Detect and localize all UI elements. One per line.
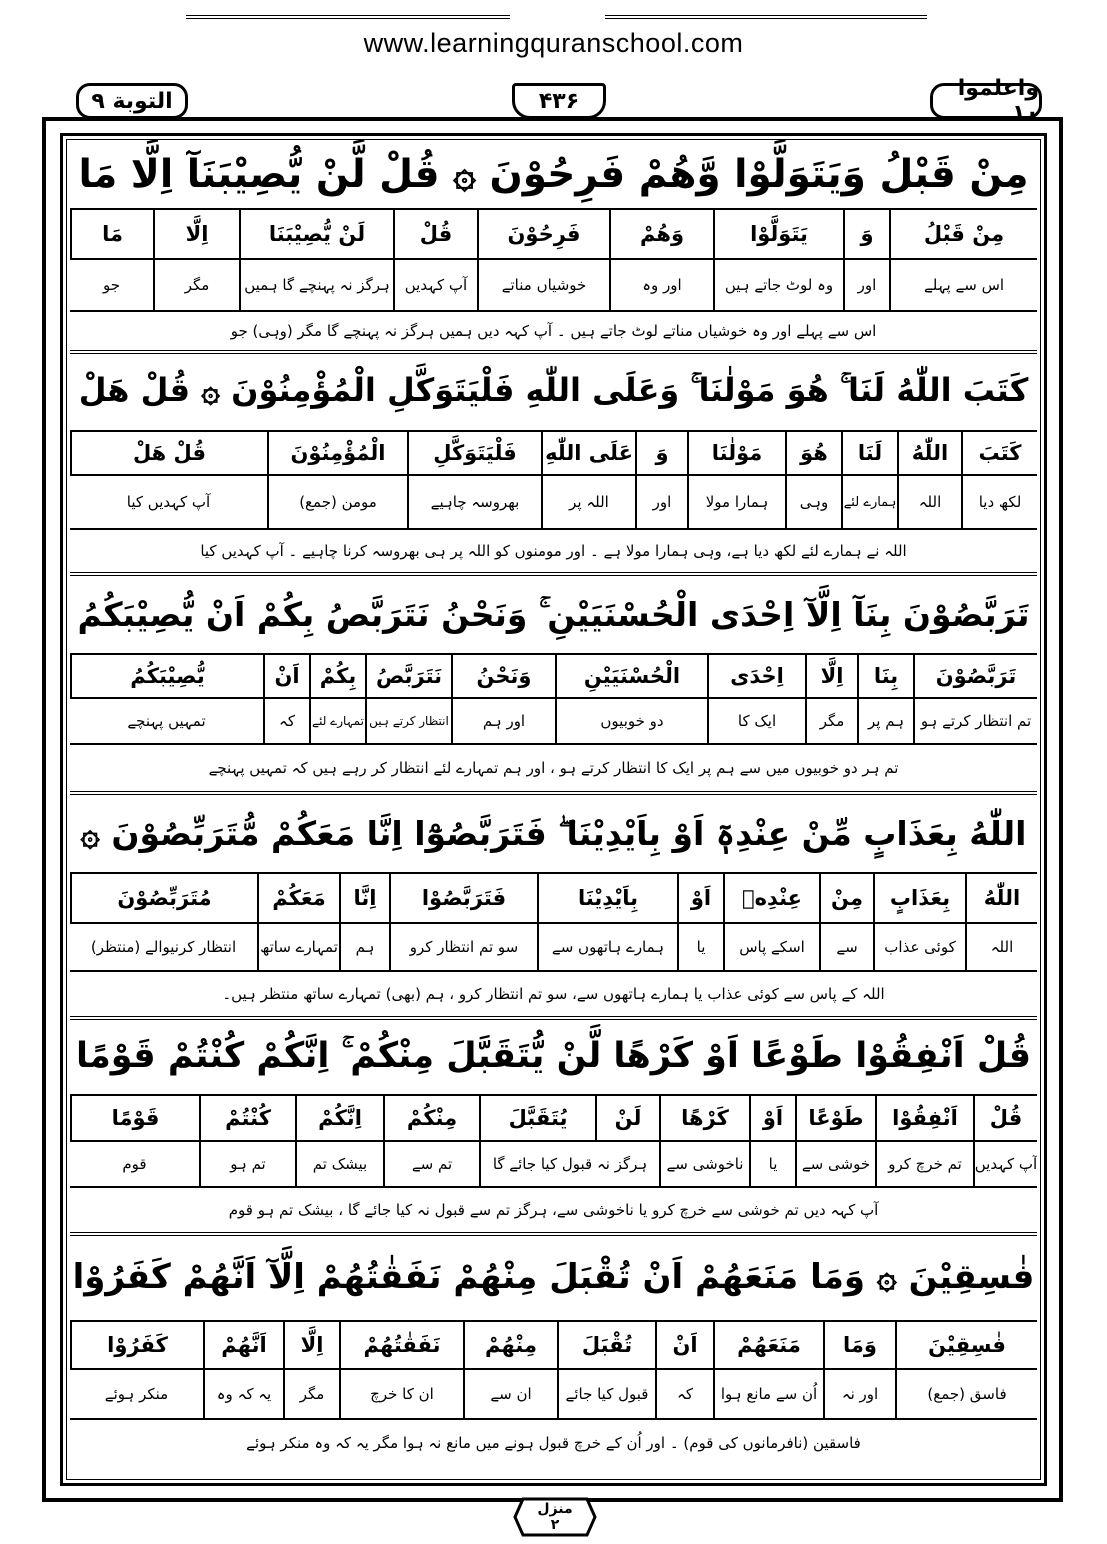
- word-cell: مَعَكُمْ: [257, 874, 339, 924]
- page-number: ۴۳۶: [538, 88, 580, 114]
- meaning-cell: مگر: [153, 260, 239, 312]
- translation-line: آپ کہہ دیں تم خوشی سے خرچ کرو یا ناخوشی سے، ہرگز تم سے قبول نہ کیا جائے گا ، بیشک تم ہو قوم: [70, 1188, 1037, 1236]
- meaning-cell: قبول کیا جائے: [557, 1370, 655, 1420]
- meaning-cell: انتظار کرتے ہیں: [365, 699, 451, 745]
- meaning-cell: یہ کہ وہ: [203, 1370, 283, 1420]
- header-strip: [0, 76, 1107, 126]
- word-cell: اِنَّا: [339, 874, 389, 924]
- meaning-cell: یا: [677, 924, 723, 972]
- word-cell: وَمَا: [823, 1322, 895, 1370]
- surah-name: التوبة ٩: [91, 88, 173, 114]
- word-cell: مِنْ: [819, 874, 873, 924]
- meaning-cell: اسکے پاس: [723, 924, 819, 972]
- verse-section-4: [70, 796, 1037, 1020]
- meaning-cell: ہمارے لئے: [841, 476, 897, 530]
- meaning-cell: اُن سے مانع ہوا: [713, 1370, 823, 1420]
- word-cell: يُّصِيْبَكُمُ: [70, 655, 263, 699]
- word-cell: يُتَقَبَّلَ: [479, 1096, 595, 1142]
- translation-line: اللہ نے ہمارے لئے لکھ دیا ہے، وہی ہمارا مولا ہے ۔ اور مومنوں کو اللہ پر ہی بھروسہ کرنا چاہیے ۔ آپ کہدیں کیا: [70, 530, 1037, 576]
- word-cell: اَوْ: [677, 874, 723, 924]
- word-cell: بِاَيْدِيْنَا: [537, 874, 677, 924]
- word-cell: الْمُؤْمِنُوْنَ: [267, 432, 407, 476]
- manzil-number: ٢: [550, 1517, 560, 1533]
- word-cell: كَفَرُوْا: [70, 1322, 203, 1370]
- word-cell: اللّٰهُ: [965, 874, 1037, 924]
- word-cell: اَنْ: [655, 1322, 713, 1370]
- word-cell: فَرِحُوْنَ: [477, 210, 609, 260]
- meaning-cell: ہم پر: [857, 699, 913, 745]
- verse-line: اللّٰهُ بِعَذَابٍ مِّنْ عِنْدِهٖٓ اَوْ بِاَيْدِيْنَا ۖ فَتَرَبَّصُوْٓا اِنَّا مَعَكُمْ مُّتَرَبِّصُوْنَ ۞: [80, 814, 1027, 853]
- verse-line: فٰسِقِيْنَ ۞ وَمَا مَنَعَهُمْ اَنْ تُقْبَلَ مِنْهُمْ نَفَقٰتُهُمْ اِلَّآ اَنَّهُمْ كَفَرُوْا: [72, 1256, 1035, 1297]
- para-name-box: [930, 76, 1042, 126]
- word-cell: اِنَّكُمْ: [295, 1096, 383, 1142]
- meaning-cell: تم انتظار کرتے ہو: [913, 699, 1037, 745]
- meaning-cell: مگر: [805, 699, 857, 745]
- word-cell: كُنْتُمْ: [199, 1096, 295, 1142]
- meaning-cell: مگر: [283, 1370, 339, 1420]
- meaning-cell: بیشک تم: [295, 1142, 383, 1188]
- translation-line: فاسقین (نافرمانوں کی قوم) ۔ اور اُن کے خرچ قبول ہونے میں مانع نہ ہوا مگر یہ کہ وہ منکر ہوئے: [246, 1434, 861, 1452]
- word-cell: مِنْكُمْ: [383, 1096, 479, 1142]
- meaning-cell: جو: [70, 260, 153, 312]
- para-name: واعلموا ١٠: [957, 76, 1039, 126]
- word-cell: قُلْ هَلْ: [70, 432, 267, 476]
- meaning-cell: اور: [843, 260, 889, 312]
- word-cell: نَفَقٰتُهُمْ: [339, 1322, 463, 1370]
- meaning-cell: اللہ: [897, 476, 961, 530]
- word-grid: [70, 653, 1037, 745]
- manzil-label: [513, 1497, 597, 1537]
- word-cell: فٰسِقِيْنَ: [895, 1322, 1037, 1370]
- meaning-cell: قوم: [70, 1142, 199, 1188]
- word-cell: مَا: [70, 210, 153, 260]
- word-grid: [70, 872, 1037, 972]
- meaning-cell: دو خوبیوں: [555, 699, 707, 745]
- meaning-cell: وہی: [785, 476, 841, 530]
- verse-line: مِنْ قَبْلُ وَيَتَوَلَّوْا وَّهُمْ فَرِحُوْنَ ۞ قُلْ لَّنْ يُّصِيْبَنَآ اِلَّا مَا: [78, 151, 1029, 197]
- word-cell: مِنْهُمْ: [463, 1322, 557, 1370]
- meaning-cell: اور وہ: [609, 260, 713, 312]
- meaning-cell: بھروسہ چاہیے: [407, 476, 541, 530]
- meaning-cell: آپ کہدیں کیا: [70, 476, 267, 530]
- meaning-cell: اور ہم: [451, 699, 555, 745]
- meaning-cell: تم خرچ کرو: [875, 1142, 973, 1188]
- header-rule-left: [186, 15, 510, 19]
- word-cell: تَرَبَّصُوْنَ: [913, 655, 1037, 699]
- header-rule-right: [605, 15, 927, 19]
- meaning-cell: اللہ پر: [541, 476, 635, 530]
- word-cell: مَنَعَهُمْ: [713, 1322, 823, 1370]
- meaning-cell: ان کا خرچ: [339, 1370, 463, 1420]
- meaning-cell: لکھ دیا: [961, 476, 1037, 530]
- meaning-cell: منکر ہوئے: [70, 1370, 203, 1420]
- meaning-cell: انتظار کرنیوالے (منتظر): [70, 924, 257, 972]
- word-cell: قَوْمًا: [70, 1096, 199, 1142]
- meaning-cell: اور: [635, 476, 687, 530]
- word-cell: مِنْ قَبْلُ: [889, 210, 1037, 260]
- word-grid: [70, 430, 1037, 530]
- meaning-cell: ہم: [339, 924, 389, 972]
- word-cell: اَنْفِقُوْا: [875, 1096, 973, 1142]
- meaning-cell: اس سے پہلے: [889, 260, 1037, 312]
- word-cell: اِلَّا: [153, 210, 239, 260]
- word-grid: [70, 1094, 1037, 1188]
- meaning-cell: ناخوشی سے: [659, 1142, 749, 1188]
- meaning-cell: کوئی عذاب: [873, 924, 965, 972]
- meaning-cell: اور نہ: [823, 1370, 895, 1420]
- meaning-cell: مومن (جمع): [267, 476, 407, 530]
- verse-line: تَرَبَّصُوْنَ بِنَآ اِلَّآ اِحْدَى الْحُسْنَيَيْنِ ۚ وَنَحْنُ نَتَرَبَّصُ بِكُمْ اَنْ يُّصِيْبَكُمُ: [77, 595, 1030, 634]
- translation-line: تم ہر دو خوبیوں میں سے ہم پر ایک کا انتظار کرتے ہو ، اور ہم تمہارے لئے انتظار کر رہے ہیں کہ تمہیں پہنچے: [70, 745, 1037, 795]
- word-cell: تُقْبَلَ: [557, 1322, 655, 1370]
- word-grid: [70, 208, 1037, 312]
- translation-line: اس سے پہلے اور وہ خوشیاں مناتے لوٹ جاتے ہیں ۔ آپ کہہ دیں ہمیں ہرگز نہ پہنچے گا مگر (وہی) جو: [70, 312, 1037, 354]
- verse-section-3: [70, 579, 1037, 801]
- meaning-cell: کہ: [263, 699, 309, 745]
- manzil-badge: [513, 1497, 597, 1537]
- verse-line: قُلْ اَنْفِقُوْا طَوْعًا اَوْ كَرْهًا لَّنْ يُّتَقَبَّلَ مِنْكُمْ ۚ اِنَّكُمْ كُنْتُمْ قَوْمًا: [76, 1036, 1031, 1076]
- word-cell: فَلْيَتَوَكَّلِ: [407, 432, 541, 476]
- word-cell: بِعَذَابٍ: [873, 874, 965, 924]
- meaning-cell: وہ لوٹ جاتے ہیں: [713, 260, 843, 312]
- word-cell: لَنْ يُّصِيْبَنَا: [239, 210, 393, 260]
- verse-section-1: [70, 140, 1037, 360]
- meaning-cell: ہرگز نہ پہنچے گا ہمیں: [239, 260, 393, 312]
- word-cell: لَنَا: [841, 432, 897, 476]
- word-cell: طَوْعًا: [795, 1096, 875, 1142]
- word-cell: بِكُمْ: [309, 655, 365, 699]
- meaning-cell: ہمارے ہاتھوں سے: [537, 924, 677, 972]
- word-cell: فَتَرَبَّصُوْا: [389, 874, 537, 924]
- word-cell: وَنَحْنُ: [451, 655, 555, 699]
- surah-name-box: [76, 83, 188, 119]
- meaning-cell: ان سے: [463, 1370, 557, 1420]
- word-cell: يَتَوَلَّوْا: [713, 210, 843, 260]
- meaning-cell: فاسق (جمع): [895, 1370, 1037, 1420]
- page-number-box: [512, 83, 606, 119]
- meaning-cell: ہمارا مولا: [687, 476, 785, 530]
- meaning-cell: تمہارے ساتھ: [257, 924, 339, 972]
- word-cell: بِنَا: [857, 655, 913, 699]
- word-cell: كَتَبَ: [961, 432, 1037, 476]
- word-cell: وَهُمْ: [609, 210, 713, 260]
- word-cell: قُلْ: [973, 1096, 1037, 1142]
- meaning-cell: ایک کا: [707, 699, 805, 745]
- meaning-cell: تم ہو: [199, 1142, 295, 1188]
- word-cell: نَتَرَبَّصُ: [365, 655, 451, 699]
- verse-section-2: [70, 352, 1037, 577]
- word-cell: عَلَى اللّٰهِ: [541, 432, 635, 476]
- meaning-cell: سے: [819, 924, 873, 972]
- meaning-cell: خوشیاں مناتے: [477, 260, 609, 312]
- word-cell: وَ: [843, 210, 889, 260]
- word-cell: مُتَرَبِّصُوْنَ: [70, 874, 257, 924]
- meaning-cell: ہرگز نہ قبول کیا جائے گا: [479, 1142, 659, 1188]
- translation-line: اللہ کے پاس سے کوئی عذاب یا ہمارے ہاتھوں سے، سو تم انتظار کرو ، ہم (بھی) تمہارے ساتھ منتظر ہیں۔: [70, 972, 1037, 1020]
- word-cell: اِلَّا: [805, 655, 857, 699]
- word-cell: اِلَّا: [283, 1322, 339, 1370]
- word-cell: كَرْهًا: [659, 1096, 749, 1142]
- word-cell: اَنَّهُمْ: [203, 1322, 283, 1370]
- site-url[interactable]: www.learningquranschool.com: [363, 28, 744, 58]
- meaning-cell: کہ: [655, 1370, 713, 1420]
- word-cell: هُوَ: [785, 432, 841, 476]
- meaning-cell: آپ کہدیں: [973, 1142, 1037, 1188]
- word-cell: اللّٰهُ: [897, 432, 961, 476]
- word-cell: مَوْلٰنَا: [687, 432, 785, 476]
- meaning-cell: اللہ: [965, 924, 1037, 972]
- word-cell: اَنْ: [263, 655, 309, 699]
- word-grid: [70, 1320, 1037, 1420]
- word-cell: اَوْ: [749, 1096, 795, 1142]
- manzil-text: منزل: [537, 1501, 573, 1517]
- word-cell: الْحُسْنَيَيْنِ: [555, 655, 707, 699]
- meaning-cell: سو تم انتظار کرو: [389, 924, 537, 972]
- word-cell: عِنْدِهٖ: [723, 874, 819, 924]
- word-cell: اِحْدَى: [707, 655, 805, 699]
- verse-line: كَتَبَ اللّٰهُ لَنَا ۚ هُوَ مَوْلٰنَا ۚ وَعَلَى اللّٰهِ فَلْيَتَوَكَّلِ الْمُؤْمِنُوْنَ ۞ قُلْ هَلْ: [78, 370, 1029, 409]
- word-cell: وَ: [635, 432, 687, 476]
- meaning-cell: خوشی سے: [795, 1142, 875, 1188]
- meaning-cell: تمہیں پہنچے: [70, 699, 263, 745]
- verse-section-5: [70, 1018, 1037, 1240]
- meaning-cell: تمہارے لئے: [309, 699, 365, 745]
- meaning-cell: آپ کہدیں: [393, 260, 477, 312]
- meaning-cell: تم سے: [383, 1142, 479, 1188]
- meaning-cell: یا: [749, 1142, 795, 1188]
- word-cell: قُلْ: [393, 210, 477, 260]
- verse-section-6: [70, 1236, 1037, 1476]
- word-cell: لَنْ: [595, 1096, 659, 1142]
